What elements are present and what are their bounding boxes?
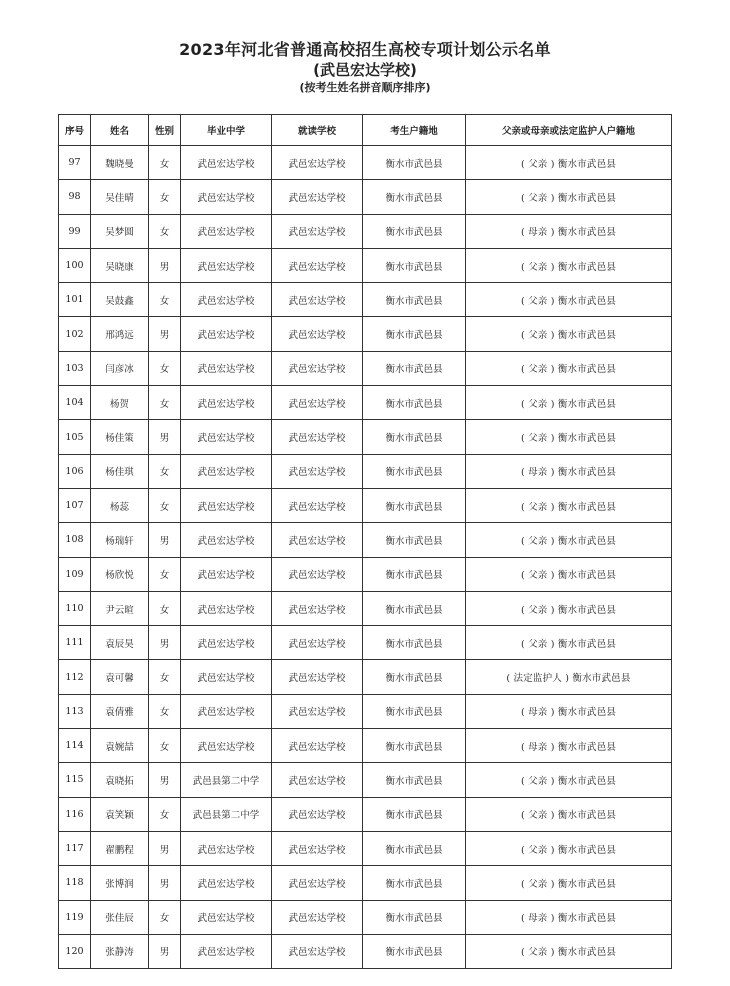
- cell-hukou: 衡水市武邑县: [363, 831, 466, 865]
- cell-gender: 男: [149, 763, 181, 797]
- table-row: [59, 146, 672, 180]
- cell-number: 98: [59, 180, 91, 214]
- cell-name: 袁可馨: [91, 660, 149, 694]
- cell-number: 99: [59, 214, 91, 248]
- cell-grad-school: 武邑宏达学校: [181, 248, 272, 282]
- document-header: [0, 40, 730, 96]
- cell-current-school: 武邑宏达学校: [272, 214, 363, 248]
- cell-name: 张佳辰: [91, 900, 149, 934]
- cell-current-school: 武邑宏达学校: [272, 523, 363, 557]
- cell-gender: 女: [149, 454, 181, 488]
- cell-gender: 男: [149, 317, 181, 351]
- cell-current-school: 武邑宏达学校: [272, 180, 363, 214]
- cell-gender: 女: [149, 694, 181, 728]
- cell-number: 103: [59, 351, 91, 385]
- cell-number: 120: [59, 934, 91, 968]
- cell-number: 116: [59, 797, 91, 831]
- cell-number: 102: [59, 317, 91, 351]
- cell-hukou: 衡水市武邑县: [363, 900, 466, 934]
- table-row: [59, 420, 672, 454]
- cell-number: 109: [59, 557, 91, 591]
- column-header-hukou: 考生户籍地: [363, 115, 466, 146]
- table-row: [59, 934, 672, 968]
- cell-guardian-hukou: ( 父亲 ) 衡水市武邑县: [466, 317, 672, 351]
- cell-name: 袁笑颖: [91, 797, 149, 831]
- cell-grad-school: 武邑宏达学校: [181, 523, 272, 557]
- cell-name: 杨贺: [91, 386, 149, 420]
- cell-gender: 女: [149, 660, 181, 694]
- cell-hukou: 衡水市武邑县: [363, 488, 466, 522]
- cell-number: 101: [59, 283, 91, 317]
- cell-gender: 女: [149, 214, 181, 248]
- table-row: [59, 454, 672, 488]
- cell-current-school: 武邑宏达学校: [272, 934, 363, 968]
- cell-guardian-hukou: ( 父亲 ) 衡水市武邑县: [466, 283, 672, 317]
- cell-current-school: 武邑宏达学校: [272, 454, 363, 488]
- cell-name: 翟鹏程: [91, 831, 149, 865]
- cell-hukou: 衡水市武邑县: [363, 591, 466, 625]
- column-header-name: 姓名: [91, 115, 149, 146]
- cell-guardian-hukou: ( 父亲 ) 衡水市武邑县: [466, 248, 672, 282]
- cell-number: 112: [59, 660, 91, 694]
- cell-grad-school: 武邑宏达学校: [181, 317, 272, 351]
- column-header-grad-school: 毕业中学: [181, 115, 272, 146]
- cell-grad-school: 武邑宏达学校: [181, 866, 272, 900]
- cell-current-school: 武邑宏达学校: [272, 146, 363, 180]
- cell-hukou: 衡水市武邑县: [363, 248, 466, 282]
- table-row: [59, 248, 672, 282]
- table-row: [59, 729, 672, 763]
- cell-grad-school: 武邑宏达学校: [181, 626, 272, 660]
- cell-hukou: 衡水市武邑县: [363, 660, 466, 694]
- column-header-guardian-hukou: 父亲或母亲或法定监护人户籍地: [466, 115, 672, 146]
- cell-current-school: 武邑宏达学校: [272, 660, 363, 694]
- cell-hukou: 衡水市武邑县: [363, 351, 466, 385]
- cell-hukou: 衡水市武邑县: [363, 694, 466, 728]
- cell-gender: 女: [149, 180, 181, 214]
- cell-name: 魏晓曼: [91, 146, 149, 180]
- cell-guardian-hukou: ( 父亲 ) 衡水市武邑县: [466, 351, 672, 385]
- cell-gender: 女: [149, 488, 181, 522]
- cell-name: 张博润: [91, 866, 149, 900]
- cell-name: 袁倩雅: [91, 694, 149, 728]
- cell-hukou: 衡水市武邑县: [363, 146, 466, 180]
- roster-table-body: [59, 146, 672, 969]
- table-row: [59, 900, 672, 934]
- table-row: [59, 317, 672, 351]
- cell-grad-school: 武邑宏达学校: [181, 660, 272, 694]
- table-row: [59, 283, 672, 317]
- cell-gender: 女: [149, 900, 181, 934]
- cell-current-school: 武邑宏达学校: [272, 488, 363, 522]
- cell-name: 吴佳晴: [91, 180, 149, 214]
- cell-guardian-hukou: ( 父亲 ) 衡水市武邑县: [466, 626, 672, 660]
- cell-gender: 男: [149, 866, 181, 900]
- cell-current-school: 武邑宏达学校: [272, 557, 363, 591]
- cell-name: 袁晓拓: [91, 763, 149, 797]
- cell-gender: 女: [149, 351, 181, 385]
- cell-name: 吴鼓鑫: [91, 283, 149, 317]
- cell-gender: 女: [149, 557, 181, 591]
- cell-current-school: 武邑宏达学校: [272, 317, 363, 351]
- cell-grad-school: 武邑宏达学校: [181, 831, 272, 865]
- cell-number: 110: [59, 591, 91, 625]
- cell-gender: 男: [149, 831, 181, 865]
- cell-current-school: 武邑宏达学校: [272, 386, 363, 420]
- cell-hukou: 衡水市武邑县: [363, 626, 466, 660]
- cell-guardian-hukou: ( 母亲 ) 衡水市武邑县: [466, 729, 672, 763]
- table-row: [59, 557, 672, 591]
- cell-name: 邢鸿远: [91, 317, 149, 351]
- table-row: [59, 214, 672, 248]
- cell-grad-school: 武邑县第二中学: [181, 797, 272, 831]
- cell-current-school: 武邑宏达学校: [272, 283, 363, 317]
- school-name: (武邑宏达学校): [313, 61, 417, 79]
- cell-current-school: 武邑宏达学校: [272, 866, 363, 900]
- cell-gender: 女: [149, 283, 181, 317]
- cell-hukou: 衡水市武邑县: [363, 214, 466, 248]
- cell-grad-school: 武邑县第二中学: [181, 763, 272, 797]
- cell-hukou: 衡水市武邑县: [363, 420, 466, 454]
- sort-note: (按考生姓名拼音顺序排序): [299, 81, 431, 94]
- cell-guardian-hukou: ( 父亲 ) 衡水市武邑县: [466, 146, 672, 180]
- cell-current-school: 武邑宏达学校: [272, 831, 363, 865]
- cell-hukou: 衡水市武邑县: [363, 454, 466, 488]
- cell-hukou: 衡水市武邑县: [363, 523, 466, 557]
- cell-gender: 男: [149, 934, 181, 968]
- cell-gender: 男: [149, 523, 181, 557]
- cell-grad-school: 武邑宏达学校: [181, 900, 272, 934]
- cell-name: 杨佳策: [91, 420, 149, 454]
- cell-guardian-hukou: ( 母亲 ) 衡水市武邑县: [466, 900, 672, 934]
- table-row: [59, 694, 672, 728]
- cell-current-school: 武邑宏达学校: [272, 591, 363, 625]
- cell-name: 张静涛: [91, 934, 149, 968]
- cell-grad-school: 武邑宏达学校: [181, 454, 272, 488]
- table-row: [59, 523, 672, 557]
- column-header-number: 序号: [59, 115, 91, 146]
- cell-number: 100: [59, 248, 91, 282]
- cell-name: 杨欣悦: [91, 557, 149, 591]
- cell-name: 袁辰昊: [91, 626, 149, 660]
- cell-current-school: 武邑宏达学校: [272, 694, 363, 728]
- column-header-gender: 性别: [149, 115, 181, 146]
- cell-number: 115: [59, 763, 91, 797]
- table-row: [59, 386, 672, 420]
- document-title: 2023年河北省普通高校招生高校专项计划公示名单: [179, 40, 551, 59]
- cell-number: 119: [59, 900, 91, 934]
- cell-gender: 女: [149, 729, 181, 763]
- cell-number: 111: [59, 626, 91, 660]
- cell-hukou: 衡水市武邑县: [363, 283, 466, 317]
- cell-grad-school: 武邑宏达学校: [181, 591, 272, 625]
- cell-current-school: 武邑宏达学校: [272, 420, 363, 454]
- column-header-current-school: 就读学校: [272, 115, 363, 146]
- cell-gender: 女: [149, 797, 181, 831]
- table-header-row: [59, 115, 672, 146]
- cell-gender: 女: [149, 386, 181, 420]
- cell-name: 闫彦冰: [91, 351, 149, 385]
- cell-number: 105: [59, 420, 91, 454]
- table-row: [59, 763, 672, 797]
- cell-grad-school: 武邑宏达学校: [181, 934, 272, 968]
- cell-current-school: 武邑宏达学校: [272, 900, 363, 934]
- cell-guardian-hukou: ( 母亲 ) 衡水市武邑县: [466, 454, 672, 488]
- cell-number: 97: [59, 146, 91, 180]
- cell-grad-school: 武邑宏达学校: [181, 694, 272, 728]
- cell-guardian-hukou: ( 父亲 ) 衡水市武邑县: [466, 591, 672, 625]
- cell-number: 118: [59, 866, 91, 900]
- cell-number: 106: [59, 454, 91, 488]
- table-row: [59, 831, 672, 865]
- cell-current-school: 武邑宏达学校: [272, 729, 363, 763]
- cell-hukou: 衡水市武邑县: [363, 386, 466, 420]
- cell-guardian-hukou: ( 父亲 ) 衡水市武邑县: [466, 934, 672, 968]
- roster-table: [58, 114, 672, 969]
- cell-gender: 男: [149, 626, 181, 660]
- cell-guardian-hukou: ( 父亲 ) 衡水市武邑县: [466, 523, 672, 557]
- cell-guardian-hukou: ( 父亲 ) 衡水市武邑县: [466, 557, 672, 591]
- cell-guardian-hukou: ( 父亲 ) 衡水市武邑县: [466, 763, 672, 797]
- cell-guardian-hukou: ( 父亲 ) 衡水市武邑县: [466, 866, 672, 900]
- cell-hukou: 衡水市武邑县: [363, 729, 466, 763]
- cell-guardian-hukou: ( 父亲 ) 衡水市武邑县: [466, 488, 672, 522]
- table-row: [59, 591, 672, 625]
- table-row: [59, 660, 672, 694]
- cell-guardian-hukou: ( 母亲 ) 衡水市武邑县: [466, 214, 672, 248]
- cell-number: 113: [59, 694, 91, 728]
- cell-guardian-hukou: ( 母亲 ) 衡水市武邑县: [466, 694, 672, 728]
- table-row: [59, 797, 672, 831]
- cell-number: 104: [59, 386, 91, 420]
- cell-grad-school: 武邑宏达学校: [181, 729, 272, 763]
- cell-name: 杨瑞轩: [91, 523, 149, 557]
- cell-current-school: 武邑宏达学校: [272, 763, 363, 797]
- cell-guardian-hukou: ( 父亲 ) 衡水市武邑县: [466, 831, 672, 865]
- cell-grad-school: 武邑宏达学校: [181, 283, 272, 317]
- cell-grad-school: 武邑宏达学校: [181, 420, 272, 454]
- cell-hukou: 衡水市武邑县: [363, 763, 466, 797]
- cell-current-school: 武邑宏达学校: [272, 351, 363, 385]
- cell-hukou: 衡水市武邑县: [363, 180, 466, 214]
- cell-hukou: 衡水市武邑县: [363, 797, 466, 831]
- table-row: [59, 180, 672, 214]
- cell-grad-school: 武邑宏达学校: [181, 214, 272, 248]
- cell-guardian-hukou: ( 法定监护人 ) 衡水市武邑县: [466, 660, 672, 694]
- cell-number: 108: [59, 523, 91, 557]
- cell-grad-school: 武邑宏达学校: [181, 386, 272, 420]
- cell-gender: 女: [149, 146, 181, 180]
- cell-guardian-hukou: ( 父亲 ) 衡水市武邑县: [466, 180, 672, 214]
- cell-hukou: 衡水市武邑县: [363, 934, 466, 968]
- cell-name: 吴梦圆: [91, 214, 149, 248]
- cell-guardian-hukou: ( 父亲 ) 衡水市武邑县: [466, 797, 672, 831]
- table-row: [59, 626, 672, 660]
- table-row: [59, 866, 672, 900]
- cell-current-school: 武邑宏达学校: [272, 248, 363, 282]
- cell-grad-school: 武邑宏达学校: [181, 146, 272, 180]
- cell-name: 尹云暄: [91, 591, 149, 625]
- cell-gender: 女: [149, 591, 181, 625]
- cell-guardian-hukou: ( 父亲 ) 衡水市武邑县: [466, 386, 672, 420]
- cell-hukou: 衡水市武邑县: [363, 866, 466, 900]
- table-row: [59, 351, 672, 385]
- cell-hukou: 衡水市武邑县: [363, 317, 466, 351]
- cell-name: 杨蕊: [91, 488, 149, 522]
- cell-gender: 男: [149, 420, 181, 454]
- cell-guardian-hukou: ( 父亲 ) 衡水市武邑县: [466, 420, 672, 454]
- cell-number: 114: [59, 729, 91, 763]
- cell-gender: 男: [149, 248, 181, 282]
- cell-name: 袁婉喆: [91, 729, 149, 763]
- cell-current-school: 武邑宏达学校: [272, 626, 363, 660]
- table-row: [59, 488, 672, 522]
- cell-current-school: 武邑宏达学校: [272, 797, 363, 831]
- cell-grad-school: 武邑宏达学校: [181, 351, 272, 385]
- cell-number: 107: [59, 488, 91, 522]
- cell-grad-school: 武邑宏达学校: [181, 488, 272, 522]
- cell-name: 杨佳琪: [91, 454, 149, 488]
- cell-grad-school: 武邑宏达学校: [181, 180, 272, 214]
- cell-hukou: 衡水市武邑县: [363, 557, 466, 591]
- cell-name: 吴晓康: [91, 248, 149, 282]
- cell-number: 117: [59, 831, 91, 865]
- cell-grad-school: 武邑宏达学校: [181, 557, 272, 591]
